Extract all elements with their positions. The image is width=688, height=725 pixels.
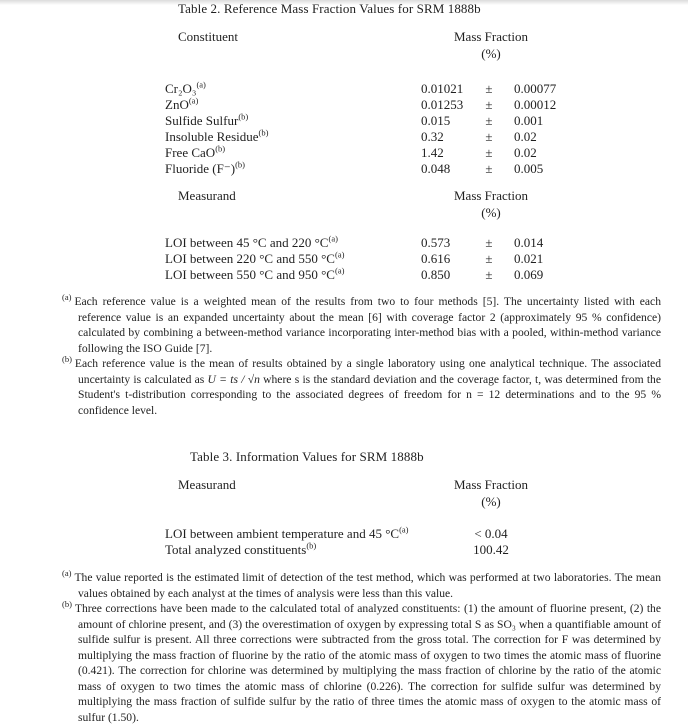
plus-minus-sign: ± [485, 267, 493, 282]
mass-fraction-value: 0.32 [421, 129, 444, 144]
footnote-b [62, 356, 661, 418]
measurand-name: LOI between 45 °C and 220 °C$^{(a)}$ [165, 233, 338, 250]
footnote-text: The value reported is the estimated limit of detection of the test method, which was performed at two laboratories. The mean values obtained by each analyst at the times of analysis were less than this value. [74, 571, 661, 600]
constituent-name: Free CaO$^{(b)}$ [165, 143, 226, 160]
plus-minus-sign: ± [485, 129, 493, 144]
table3-measurand-header: Measurand [178, 477, 236, 492]
table3-title: Table 3. Information Values for SRM 1888b [190, 449, 424, 464]
uncertainty-value: 0.001 [514, 113, 544, 128]
mass-fraction-value: 0.01021 [421, 81, 464, 96]
footnote-ref: (a) [399, 524, 409, 535]
uncertainty-value: 0.021 [514, 251, 544, 266]
table2-percent-header2: (%) [481, 205, 501, 220]
mass-fraction-value: 0.616 [421, 251, 451, 266]
table2-measurand-header: Measurand [178, 188, 236, 203]
table2-measurand-rows [0, 235, 688, 283]
footnote-b [62, 601, 661, 725]
plus-minus-sign: ± [485, 97, 493, 112]
footnote-ref: (a) [328, 233, 338, 244]
plus-minus-sign: ± [485, 145, 493, 160]
constituent-name: Sulfide Sulfur$^{(b)}$ [165, 111, 249, 128]
mass-fraction-value: 0.573 [421, 235, 451, 250]
uncertainty-value: 0.02 [514, 129, 537, 144]
table2-percent-header: (%) [481, 46, 501, 61]
uncertainty-value: 0.00012 [514, 97, 557, 112]
uncertainty-value: 0.005 [514, 161, 544, 176]
footnote-a [62, 294, 661, 356]
footnote-marker: (b) [62, 354, 72, 365]
mass-fraction-value: 0.01253 [421, 97, 464, 112]
uncertainty-value: 0.02 [514, 145, 537, 160]
mass-fraction-value: 0.015 [421, 113, 451, 128]
footnote-ref: (a) [196, 79, 206, 90]
mass-fraction-value: 100.42 [473, 542, 509, 557]
footnote-marker: (a) [62, 292, 72, 303]
table3-rows [0, 526, 688, 558]
table-row [0, 251, 688, 267]
mass-fraction-value: 1.42 [421, 145, 444, 160]
mass-fraction-value: < 0.04 [474, 526, 508, 541]
table2-title: Table 2. Reference Mass Fraction Values for SRM 1888b [178, 1, 481, 16]
footnote-ref: (a) [334, 249, 345, 260]
table3-percent-header: (%) [481, 494, 501, 509]
footnote-text: Three corrections have been made to the calculated total of analyzed constituents: (1) the amount of fluorine present, (2) the amount of chlorine present, and (3) the overestimation of oxygen by expressing total S as SO₃ when a quantifiable amount of sulfide sulfur is present. All three corrections were subtracted from the gross total. The correction for F was determined by multiplying the mass fraction of fluorine by the ratio of the atomic mass of oxygen to two times the atomic mass of fluorine (0.421). The correction for chlorine was determined by multiplying the mass fraction of chlorine by the ratio of the atomic mass of oxygen to two times the atomic mass of chlorine (0.226). The correction for sulfide sulfur was determined by multiplying the mass fraction of sulfide sulfur by the ratio of three times the atomic mass of oxygen to the atomic mass of sulfur (1.50). [74, 602, 661, 724]
plus-minus-sign: ± [485, 235, 493, 250]
table-row [0, 267, 688, 283]
plus-minus-sign: ± [485, 251, 493, 266]
mass-fraction-value: 0.048 [421, 161, 451, 176]
measurand-name: Total analyzed constituents$^{(b)}$ [165, 540, 317, 557]
footnote-ref: (b) [235, 159, 245, 170]
footnote-ref: (a) [188, 95, 199, 106]
measurand-name: LOI between 220 °C and 550 °C$^{(a)}$ [165, 249, 345, 266]
footnote-text: Each reference value is a weighted mean of the results from two to four methods [5]. The uncertainty listed with each reference value is an expanded uncertainty about the mean [6] with coverage factor 2 (approximately 95 % confidence) calculated by combining a between-method variance incorporating inter-method bias with a pooled, within-method variance following the ISO Guide [7]. [74, 295, 661, 355]
constituent-name: Cr₂O₃$^{(a)}$ [165, 79, 206, 96]
constituent-name: Insoluble Residue$^{(b)}$ [165, 127, 269, 144]
table-row [0, 81, 688, 97]
table-row [0, 145, 688, 161]
footnote-ref: (b) [306, 540, 317, 551]
footnote-ref: (a) [334, 265, 345, 276]
table-row [0, 113, 688, 129]
mass-fraction-value: 0.850 [421, 267, 451, 282]
table-row [0, 161, 688, 177]
footnote-ref: (b) [258, 127, 269, 138]
table-row [0, 526, 688, 542]
table-row [0, 542, 688, 558]
footnote-marker: (b) [62, 599, 72, 610]
plus-minus-sign: ± [485, 113, 493, 128]
measurand-name: LOI between 550 °C and 950 °C$^{(a)}$ [165, 265, 345, 282]
table-row [0, 97, 688, 113]
table3-footnotes [62, 570, 661, 725]
table2-constituent-rows [0, 81, 688, 177]
table2-constituent-header: Constituent [178, 29, 238, 44]
footnote-text: where s is the standard deviation and the coverage factor, t, was determined from the Student's t-distribution corresponding to the associated degrees of freedom for n = 12 determinations and to the 95 % confidence level. [78, 372, 662, 417]
footnote-ref: (b) [238, 111, 249, 122]
plus-minus-sign: ± [485, 161, 493, 176]
footnote-ref: (b) [215, 143, 226, 154]
constituent-name: Fluoride (F⁻)$^{(b)}$ [165, 159, 245, 176]
footnote-a [62, 570, 661, 601]
uncertainty-value: 0.069 [514, 267, 544, 282]
uncertainty-value: 0.014 [514, 235, 544, 250]
table-row [0, 235, 688, 251]
table3-mass-fraction-header: Mass Fraction [453, 477, 529, 492]
table2-mass-fraction-header2: Mass Fraction [453, 188, 529, 203]
table-row [0, 129, 688, 145]
table2-footnotes [62, 294, 661, 418]
table2-mass-fraction-header: Mass Fraction [453, 29, 529, 44]
constituent-name: ZnO$^{(a)}$ [165, 95, 199, 112]
footnote-text: Each reference value is the mean of results obtained by a single laboratory using one analytical technique. The associated uncertainty is calculated as [74, 357, 661, 386]
plus-minus-sign: ± [485, 81, 493, 96]
uncertainty-formula: U = ts / √n [207, 372, 260, 386]
footnote-marker: (a) [62, 568, 72, 579]
measurand-name: LOI between ambient temperature and 45 °C$^{(a)}$ [165, 524, 409, 541]
uncertainty-value: 0.00077 [514, 81, 557, 96]
